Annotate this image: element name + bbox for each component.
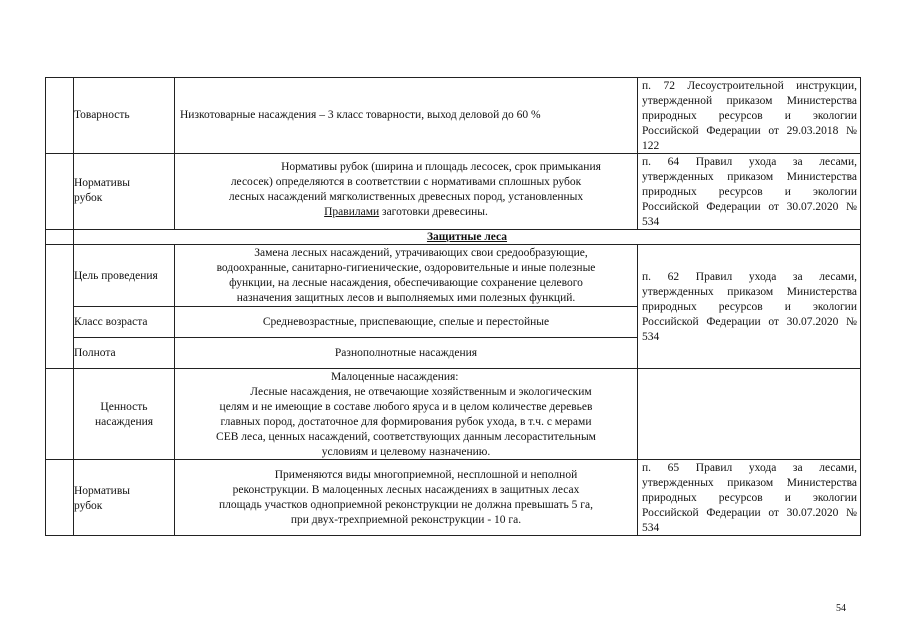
content-line: Замена лесных насаждений, утрачивающих свои средообразующие, <box>254 247 588 259</box>
content-line: водоохранные, санитарно-гигиенические, оздоровительные и иные полезные <box>216 262 596 274</box>
row-label-klass-vozrasta: Класс возраста <box>74 316 148 328</box>
row-label-tovarnost: Товарность <box>74 109 130 121</box>
row-label-polnota: Полнота <box>74 347 116 359</box>
content-line: главных пород, достаточное для формирования рубок ухода, в т.ч. с мерами <box>220 416 592 428</box>
row-content-tsennost-nasazhdeniya <box>176 370 636 460</box>
row-label-tsel-provedeniya: Цель проведения <box>74 270 158 282</box>
ref-text: п. 65 Правил ухода за лесами, утвержденных приказом Министерства природных ресурсов и экологии Российской Федерации от 30.07.2020 № 534 <box>642 462 857 534</box>
content-line: функции, на лесные насаждения, обеспечивающие сохранение целевого <box>229 277 583 289</box>
content-line: реконструкции. В малоценных лесных насаждениях в защитных лесах <box>232 484 580 496</box>
row-divider <box>73 337 637 338</box>
content-line: при двух-трехприемной реконструкции - 10 га. <box>290 514 522 526</box>
ref-text: п. 72 Лесоустроительной инструкции, утвержденной приказом Министерства природных ресурсов и экологии Российской Федерации от 29.03.2018 № 122 <box>642 80 857 152</box>
content-line: условиям и целевому назначению. <box>321 446 491 458</box>
content-line: лесосек) определяются в соответствии с нормативами сплошных рубок <box>230 176 582 188</box>
content-line: Применяются виды многоприемной, несплошной и неполной <box>274 469 578 481</box>
content-line: площадь участков одноприемной реконструкции не должна превышать 5 га, <box>219 499 593 511</box>
merged-ref-p62 <box>642 270 857 345</box>
row-label-tsennost-nasazhdeniya: Ценность насаждения <box>94 401 154 428</box>
table-border-left <box>45 77 46 536</box>
row-content-normativy-rubok-2 <box>176 468 636 528</box>
row-content-klass-vozrasta: Средневозрастные, приспевающие, спелые и перестойные <box>262 316 550 328</box>
content-line: Малоценные насаждения: <box>331 371 459 383</box>
column-divider <box>174 244 175 536</box>
row-content-tsel-provedeniya <box>176 246 636 306</box>
table-border-right <box>860 77 861 536</box>
rules-link[interactable]: Правилами <box>324 206 380 218</box>
row-label-normativy-rubok: Нормативы рубок <box>74 177 130 204</box>
ref-text: п. 64 Правил ухода за лесами, утвержденных приказом Министерства природных ресурсов и экологии Российской Федерации от 30.07.2020 № 534 <box>642 156 857 228</box>
row-content-normativy-rubok <box>176 160 636 220</box>
row-ref-tovarnost <box>642 79 857 154</box>
row-ref-normativy-rubok <box>642 155 857 230</box>
content-line: Нормативы рубок (ширина и площадь лесосек, срок примыкания <box>281 161 601 173</box>
column-divider <box>637 244 638 536</box>
row-divider <box>45 368 861 369</box>
content-tail: заготовки древесины. <box>379 206 488 218</box>
content-line: Лесные насаждения, не отвечающие хозяйственным и экологическим <box>250 386 592 398</box>
row-ref-normativy-rubok-2 <box>642 461 857 536</box>
content-line: СЕВ леса, ценных насаждений, соответствующих данным лесорастительным <box>216 431 596 443</box>
row-divider <box>73 306 637 307</box>
row-label-normativy-rubok-2: Нормативы рубок <box>74 485 130 512</box>
row-content-tovarnost: Низкотоварные насаждения – 3 класс товарности, выход деловой до 60 % <box>180 109 541 121</box>
page-number: 54 <box>836 603 846 614</box>
row-divider <box>45 77 861 78</box>
content-line: целям и не имеющие в составе любого яруса и в целом количестве деревьев <box>219 401 593 413</box>
section-header-zashchitnye-lesa: Защитные леса <box>426 231 508 243</box>
content-line: назначения защитных лесов и выполняемых ими полезных функций. <box>236 292 576 304</box>
ref-text: п. 62 Правил ухода за лесами, утвержденных приказом Министерства природных ресурсов и экологии Российской Федерации от 30.07.2020 № 534 <box>642 271 857 343</box>
row-content-polnota: Разнополнотные насаждения <box>334 347 478 359</box>
content-line: лесных насаждений мягколиственных древесных пород, установленных <box>228 191 584 203</box>
content-line <box>176 205 636 220</box>
